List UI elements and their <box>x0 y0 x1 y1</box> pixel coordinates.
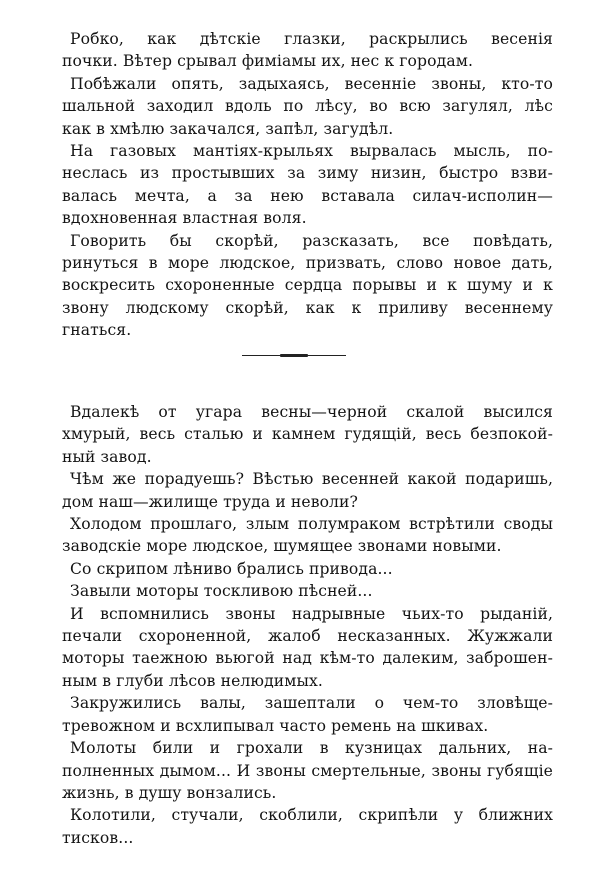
paragraph <box>62 558 553 580</box>
text-section-1 <box>62 28 553 342</box>
text-line: Закружились валы, зашептали о чем-то зловѣще- <box>70 694 553 713</box>
paragraph <box>62 513 553 558</box>
paragraph <box>62 580 553 602</box>
text-line: как в хмѣлю закачался, запѣл, загудѣл. <box>62 119 394 138</box>
separator-ornament <box>280 354 308 357</box>
text-line: гнаться. <box>62 321 132 340</box>
text-line: Холодом прошлаго, злым полумраком встрѣтили своды <box>70 515 553 534</box>
text-line: шальной заходил вдоль по лѣсу, во всю загулял, лѣс <box>62 97 553 116</box>
paragraph <box>62 401 553 468</box>
text-line: На газовых мантіях-крыльях вырвалась мысль, по- <box>70 142 553 161</box>
text-line: Робко, как дѣтскіе глазки, раскрылись весенія <box>70 30 553 48</box>
text-line: дом наш—жилище труда и неволи? <box>62 492 359 511</box>
text-line: Говорить бы скорѣй, разсказать, все повѣдать, <box>70 231 553 250</box>
text-line: полненных дымом... И звоны смертельные, звоны губящіе <box>62 761 553 780</box>
paragraph <box>62 140 553 230</box>
text-line: Со скрипом лѣниво брались привода... <box>70 559 393 578</box>
text-line: Завыли моторы тоскливою пѣсней... <box>70 582 373 601</box>
text-line: печали схороненной, жалоб несказанных. Жужжали <box>62 627 553 646</box>
paragraph <box>62 468 553 513</box>
text-line: почки. Вѣтер срывал фиміамы их, нес к городам. <box>62 52 474 71</box>
text-line: Колотили, стучали, скоблили, скрипѣли у ближних <box>70 806 553 825</box>
text-line: жизнь, в душу вонзались. <box>62 783 277 802</box>
text-line: тревожном и всхлипывал часто ремень на шкивах. <box>62 716 489 735</box>
text-section-2 <box>62 401 553 849</box>
paragraph <box>62 28 553 73</box>
paragraph <box>62 804 553 849</box>
text-line: тисков... <box>62 828 134 847</box>
text-line: ринуться в море людское, призвать, слово новое дать, <box>62 254 553 273</box>
text-line: валась мечта, а за нею вставала силач-исполин— <box>62 186 553 205</box>
text-line: вдохновенная властная воля. <box>62 209 307 228</box>
text-line: моторы таежною вьюгой над кѣм-то далеким, заброшен- <box>62 649 553 668</box>
section-separator <box>242 354 346 357</box>
text-line: Побѣжали опять, задыхаясь, весенніе звоны, кто-то <box>70 74 553 93</box>
text-line: воскресить схороненные сердца порывы и к шуму и к <box>62 276 553 295</box>
text-line: заводскіе море людское, шумящее звонами новыми. <box>62 537 502 556</box>
text-line: ным в глуби лѣсов нелюдимых. <box>62 671 323 690</box>
text-line: хмурый, весь сталью и камнем гудящій, весь безпокой- <box>62 425 553 444</box>
paragraph <box>62 603 553 693</box>
paragraph <box>62 692 553 737</box>
paragraph <box>62 737 553 804</box>
text-line: неслась из простывших за зиму низин, быстро взви- <box>62 164 553 183</box>
text-line: звону людскому скорѣй, как к приливу весеннему <box>62 298 553 317</box>
text-line: Вдалекѣ от угара весны—черной скалой высился <box>70 403 553 421</box>
text-line: И вспомнились звоны надрывные чьих-то рыданій, <box>70 604 553 623</box>
text-line: ный завод. <box>62 447 152 466</box>
paragraph <box>62 73 553 140</box>
text-line: Молоты били и грохали в кузницах дальних, на- <box>70 739 553 758</box>
text-line: Чѣм же порадуешь? Вѣстью весенней какой подаришь, <box>70 470 553 489</box>
paragraph <box>62 230 553 342</box>
